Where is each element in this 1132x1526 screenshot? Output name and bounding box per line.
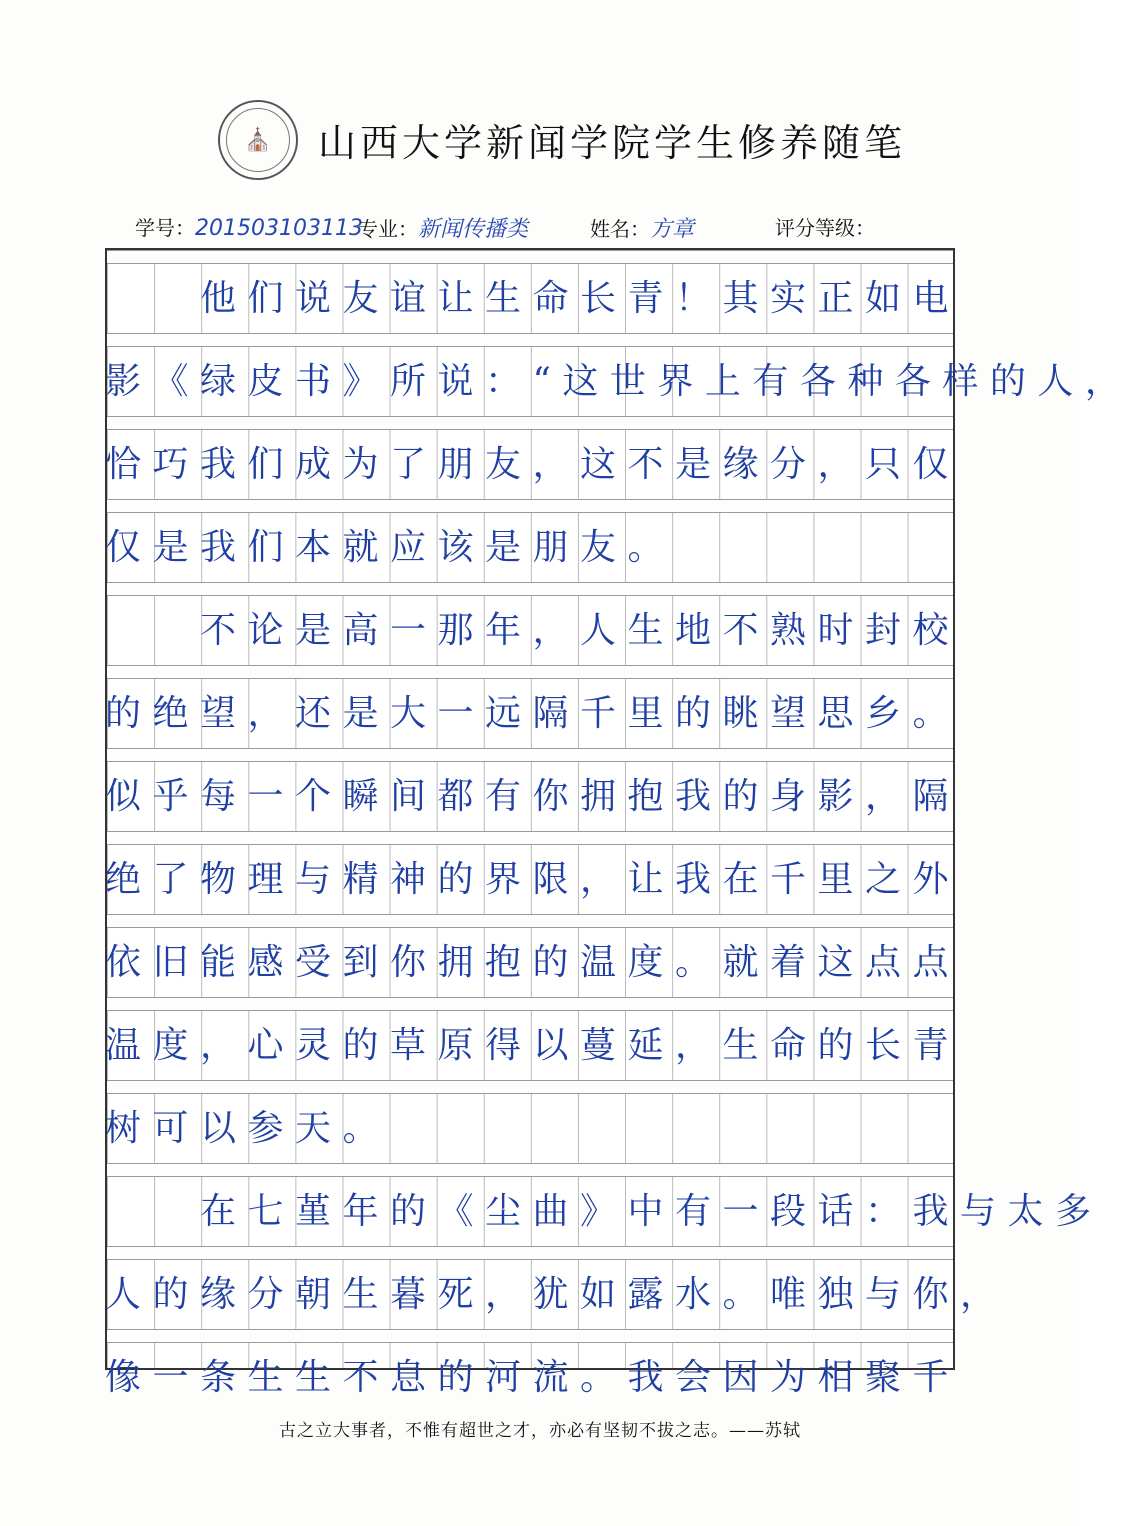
grade-label: 评分等级： xyxy=(775,216,875,240)
essay-line: 人的缘分朝生暮死，犹如露水。唯独与你， xyxy=(105,1273,1008,1315)
essay-line: 似乎每一个瞬间都有你拥抱我的身影，隔 xyxy=(105,775,961,817)
student-id-value: 201503103113 xyxy=(195,216,363,241)
name-field xyxy=(590,212,694,243)
essay-line: 依旧能感受到你拥抱的温度。就着这点点 xyxy=(105,941,961,983)
footer-quote: 古之立大事者，不惟有超世之才，亦必有坚韧不拔之志。——苏轼 xyxy=(279,1421,801,1441)
essay-line: 绝了物理与精神的界限，让我在千里之外 xyxy=(105,858,961,900)
major-label: 专业： xyxy=(358,217,418,241)
essay-body xyxy=(105,248,1132,1398)
seal-emblem: ⛪ xyxy=(226,108,290,172)
essay-line: 恰巧我们成为了朋友，这不是缘分，只仅 xyxy=(105,443,961,485)
essay-line: 在七堇年的《尘曲》中有一段话：我与太多 xyxy=(105,1190,1103,1232)
university-seal-icon xyxy=(218,100,298,180)
name-label: 姓名： xyxy=(590,217,650,241)
essay-line: 像一条生生不息的河流。我会因为相聚千 xyxy=(105,1356,961,1398)
page-title: 山西大学新闻学院学生修养随笔 xyxy=(318,121,907,165)
grade-field xyxy=(775,212,875,241)
essay-line: 温度，心灵的草原得以蔓延，生命的长青 xyxy=(105,1024,961,1066)
major-field xyxy=(358,212,528,243)
essay-line: 影《绿皮书》所说：“这世界上有各种各样的人， xyxy=(105,360,1132,402)
essay-line: 树可以参天。 xyxy=(105,1107,391,1149)
essay-line: 仅是我们本就应该是朋友。 xyxy=(105,526,676,568)
essay-line: 他们说友谊让生命长青！其实正如电 xyxy=(105,277,961,319)
essay-line: 不论是高一那年，人生地不熟时封校 xyxy=(105,609,961,651)
major-value: 新闻传播类 xyxy=(418,217,529,242)
student-id-label: 学号： xyxy=(135,216,195,240)
name-value: 方章 xyxy=(650,217,695,242)
essay-line: 的绝望，还是大一远隔千里的眺望思乡。 xyxy=(105,692,961,734)
student-id-field xyxy=(135,212,363,241)
